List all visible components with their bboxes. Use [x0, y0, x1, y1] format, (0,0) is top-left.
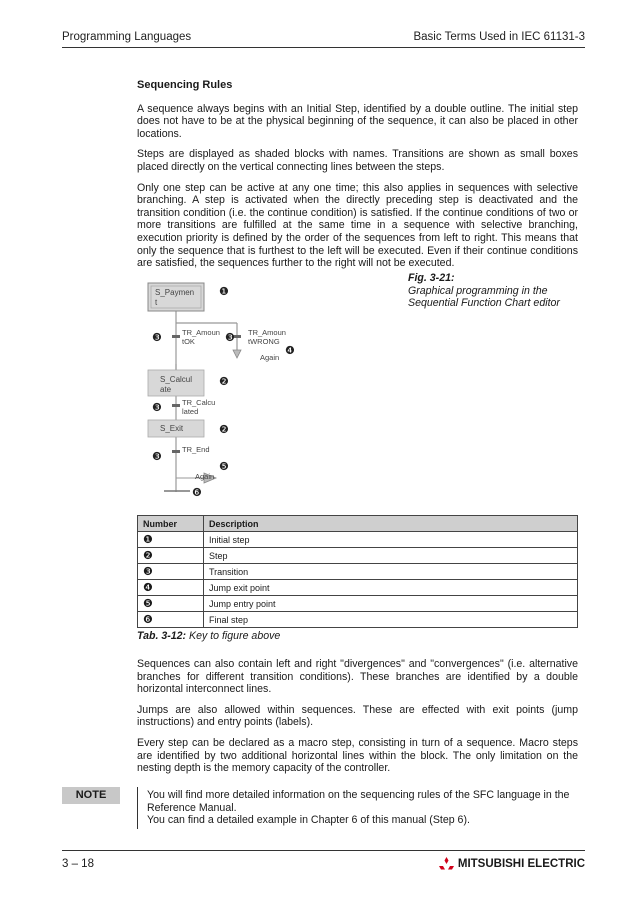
- table-row: [138, 596, 578, 612]
- note-label: NOTE: [62, 787, 120, 804]
- jump-entry-label: Again: [195, 472, 215, 481]
- header-section-title: Programming Languages: [62, 31, 192, 43]
- row-description: Jump exit point: [204, 580, 578, 596]
- initial-step-label-1: S_Paymen: [155, 288, 195, 297]
- transition-1a-label-2: tOK: [182, 337, 195, 346]
- table-row: [138, 532, 578, 548]
- marker-2b: ❷: [219, 424, 229, 436]
- table-caption-number: Tab. 3-12:: [137, 630, 187, 642]
- transition-2-label-2: lated: [182, 407, 199, 416]
- col-description-header: Description: [204, 516, 578, 532]
- table-caption-text: Key to figure above: [189, 630, 281, 642]
- step-calculate: [148, 370, 204, 396]
- row-number: ❶: [138, 532, 204, 548]
- transition-2-label-1: TR_Calcu: [182, 398, 216, 407]
- paragraph-initial-step: A sequence always begins with an Initial Step, identified by a double outline. The initial step does not have to be at the physical beginning of the sequence, it can also be placed in other locations.: [137, 102, 578, 140]
- row-number: ❸: [138, 564, 204, 580]
- figure-number: Fig. 3-21:: [408, 272, 455, 284]
- marker-2a: ❷: [219, 376, 229, 388]
- paragraph-active-step: Only one step can be active at any one time; this also applies in sequences with selective branching. A step is activated when the directly preceding step is deactivated and the transition condition (i.e. the continue condition) is satisfied. If the continue conditions of two or more transitions are fulfilled at the same time in a sequence with selective branching, execution priority is defined by the order of the sequences from left to right. This means that only the sequence that is furthest to the left will be executed. Even if their continue conditions are satisfied, the sequences further to the right will not be executed.: [137, 181, 578, 270]
- lower-text-block: [137, 658, 578, 783]
- note-line-reference: You will find more detailed information on the sequencing rules of the SFC language in the Reference Manual.: [147, 789, 570, 814]
- row-number: ❹: [138, 580, 204, 596]
- col-number-header: Number: [138, 516, 204, 532]
- row-number: ❻: [138, 612, 204, 628]
- upper-text-block: [137, 79, 578, 278]
- row-description: Transition: [204, 564, 578, 580]
- figure-caption-text: Graphical programming in the Sequential Function Chart editor: [408, 284, 560, 310]
- footer-brand: [439, 857, 585, 870]
- marker-5: ❺: [219, 461, 229, 473]
- key-table: [137, 515, 578, 628]
- marker-3c: ❸: [152, 402, 162, 414]
- paragraph-jumps: Jumps are also allowed within sequences. These are effected with exit points (jump instructions) and entry points (labels).: [137, 703, 578, 729]
- section-title: Sequencing Rules: [137, 79, 233, 91]
- transition-3-label: TR_End: [182, 445, 210, 454]
- paragraph-steps: Steps are displayed as shaded blocks with names. Transitions are shown as small boxes placed directly on the vertical connecting lines between the steps.: [137, 148, 578, 173]
- row-number: ❷: [138, 548, 204, 564]
- mitsubishi-logo-icon: [439, 857, 454, 870]
- marker-1: ❶: [219, 286, 229, 298]
- table-row: [138, 564, 578, 580]
- row-description: Initial step: [204, 532, 578, 548]
- paragraph-macro-steps: Every step can be declared as a macro step, consisting in turn of a sequence. Macro steps are identified by two additional horizontal lines within the block. The only limitation on the nesting depth is the memory capacity of the controller.: [137, 736, 578, 775]
- sfc-diagram: [140, 278, 310, 498]
- figure-caption: [408, 272, 588, 310]
- paragraph-divergences: Sequences can also contain left and right "divergences" and "convergences" (i.e. alternative branches for different transition conditions). These branches are identified by a double horizontal interconnect lines.: [137, 658, 578, 696]
- step3-label: S_Exit: [160, 424, 184, 433]
- initial-step: [148, 283, 204, 311]
- row-description: Jump entry point: [204, 596, 578, 612]
- jump-exit-arrow: [233, 350, 241, 358]
- note-bar: [137, 787, 138, 829]
- transition-1b-label-2: tWRONG: [248, 337, 280, 346]
- transition-amount-ok: [172, 335, 180, 338]
- transition-1a-label-1: TR_Amoun: [182, 328, 220, 337]
- row-description: Final step: [204, 612, 578, 628]
- table-row: [138, 548, 578, 564]
- table-row: [138, 580, 578, 596]
- note-text: [147, 789, 579, 827]
- initial-step-label-2: t: [155, 298, 158, 307]
- marker-3b: ❸: [225, 332, 235, 344]
- table-row: [138, 612, 578, 628]
- step2-label-2: ate: [160, 385, 172, 394]
- marker-6: ❻: [192, 487, 202, 498]
- marker-3a: ❸: [152, 332, 162, 344]
- transition-end: [172, 450, 180, 453]
- step-exit: [148, 420, 204, 437]
- marker-3d: ❸: [152, 451, 162, 463]
- header-rule: [62, 47, 585, 48]
- jump-exit-label: Again: [260, 353, 280, 362]
- row-description: Step: [204, 548, 578, 564]
- marker-4: ❹: [285, 345, 295, 357]
- table-caption: [137, 630, 280, 642]
- transition-calculated: [172, 404, 180, 407]
- note-line-example: You can find a detailed example in Chapter 6 of this manual (Step 6).: [147, 814, 470, 827]
- row-number: ❺: [138, 596, 204, 612]
- brand-name: MITSUBISHI ELECTRIC: [457, 857, 585, 870]
- page-number: 3 – 18: [62, 858, 94, 870]
- transition-1b-label-1: TR_Amoun: [248, 328, 286, 337]
- key-table-header: [138, 516, 578, 532]
- header-chapter-title: Basic Terms Used in IEC 61131-3: [413, 31, 585, 43]
- footer-rule: [62, 850, 585, 851]
- step2-label-1: S_Calcul: [160, 375, 193, 384]
